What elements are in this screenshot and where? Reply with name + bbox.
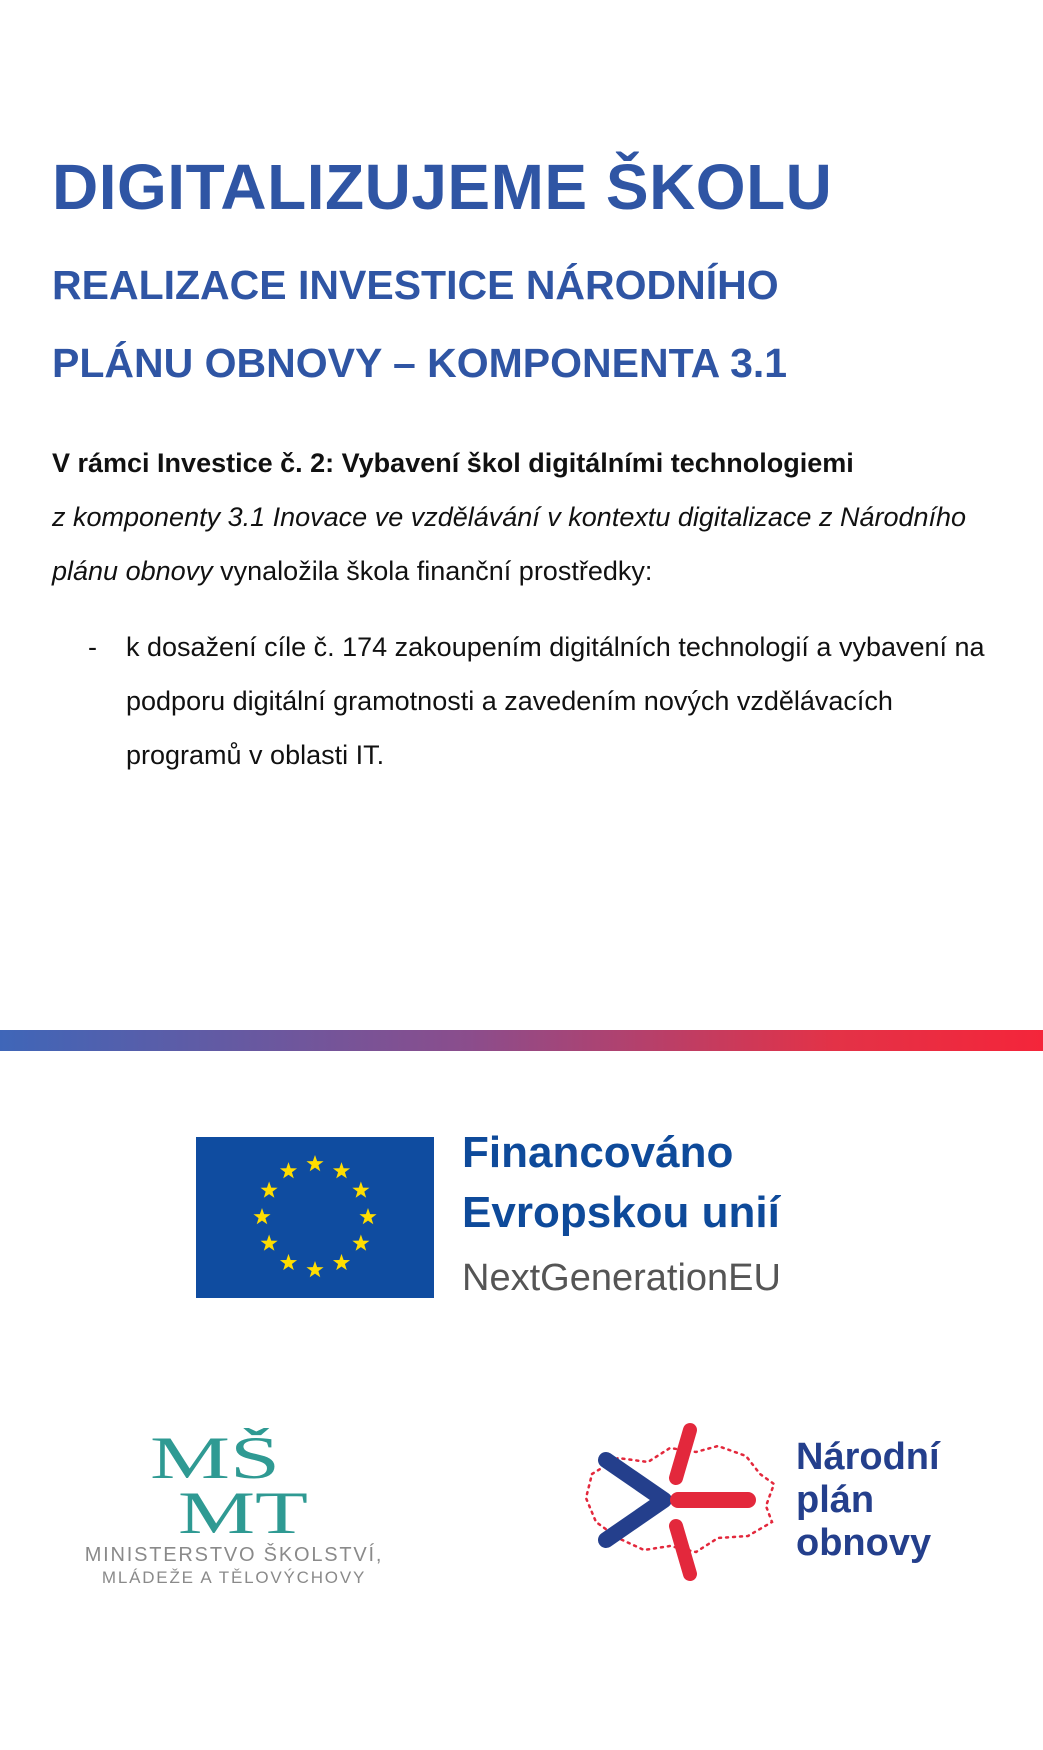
eu-funded-line-2: Evropskou unií	[462, 1188, 780, 1237]
gradient-divider	[0, 1030, 1043, 1051]
intro-bold-text: V rámci Investice č. 2: Vybavení škol digitálními technologiemi	[52, 448, 854, 478]
npo-line-1: Národní	[796, 1436, 940, 1478]
eu-star-icon	[359, 1208, 376, 1224]
subtitle-line-2: PLÁNU OBNOVY – KOMPONENTA 3.1	[52, 340, 788, 386]
eu-star-icon	[261, 1235, 278, 1251]
eu-star-icon	[352, 1182, 369, 1198]
eu-star-icon	[280, 1162, 297, 1178]
eu-star-icon	[253, 1208, 270, 1224]
intro-paragraph	[52, 436, 1012, 598]
bullet-marker: -	[88, 632, 97, 662]
npo-logo-icon	[578, 1418, 788, 1590]
msmt-caption-line-1: MINISTERSTVO ŠKOLSTVÍ,	[84, 1544, 384, 1566]
eu-star-icon	[261, 1182, 278, 1198]
intro-italic-text: z komponenty 3.1 Inovace ve vzdělávání v kontextu digitalizace z Národního plánu obnovy	[52, 502, 967, 586]
npo-line-2: plán	[796, 1479, 875, 1521]
npo-line-3: obnovy	[796, 1522, 932, 1564]
subtitle-line-1: REALIZACE INVESTICE NÁRODNÍHO	[52, 262, 779, 308]
bullet-item: k dosažení cíle č. 174 zakoupením digitálních technologií a vybavení na podporu digitální gramotnosti a zavedením nových vzdělávacích programů v oblasti IT.	[126, 632, 985, 770]
msmt-mark-top: MŠ	[150, 1428, 280, 1491]
eu-funded-line-1: Financováno	[462, 1128, 734, 1177]
eu-flag-icon	[196, 1137, 434, 1298]
eu-star-icon	[352, 1235, 369, 1251]
msmt-logo-mark	[150, 1428, 320, 1538]
eu-star-icon	[306, 1155, 323, 1171]
eu-star-icon	[333, 1162, 350, 1178]
intro-rest-text: vynaložila škola finanční prostředky:	[212, 556, 653, 586]
eu-star-icon	[280, 1254, 297, 1270]
page-title: DIGITALIZUJEME ŠKOLU	[52, 151, 833, 223]
msmt-mark-bottom: MT	[178, 1480, 308, 1538]
eu-star-icon	[333, 1254, 350, 1270]
next-generation-eu-label: NextGenerationEU	[462, 1257, 781, 1299]
eu-star-icon	[306, 1261, 323, 1277]
msmt-caption-line-2: MLÁDEŽE A TĚLOVÝCHOVY	[101, 1568, 367, 1587]
